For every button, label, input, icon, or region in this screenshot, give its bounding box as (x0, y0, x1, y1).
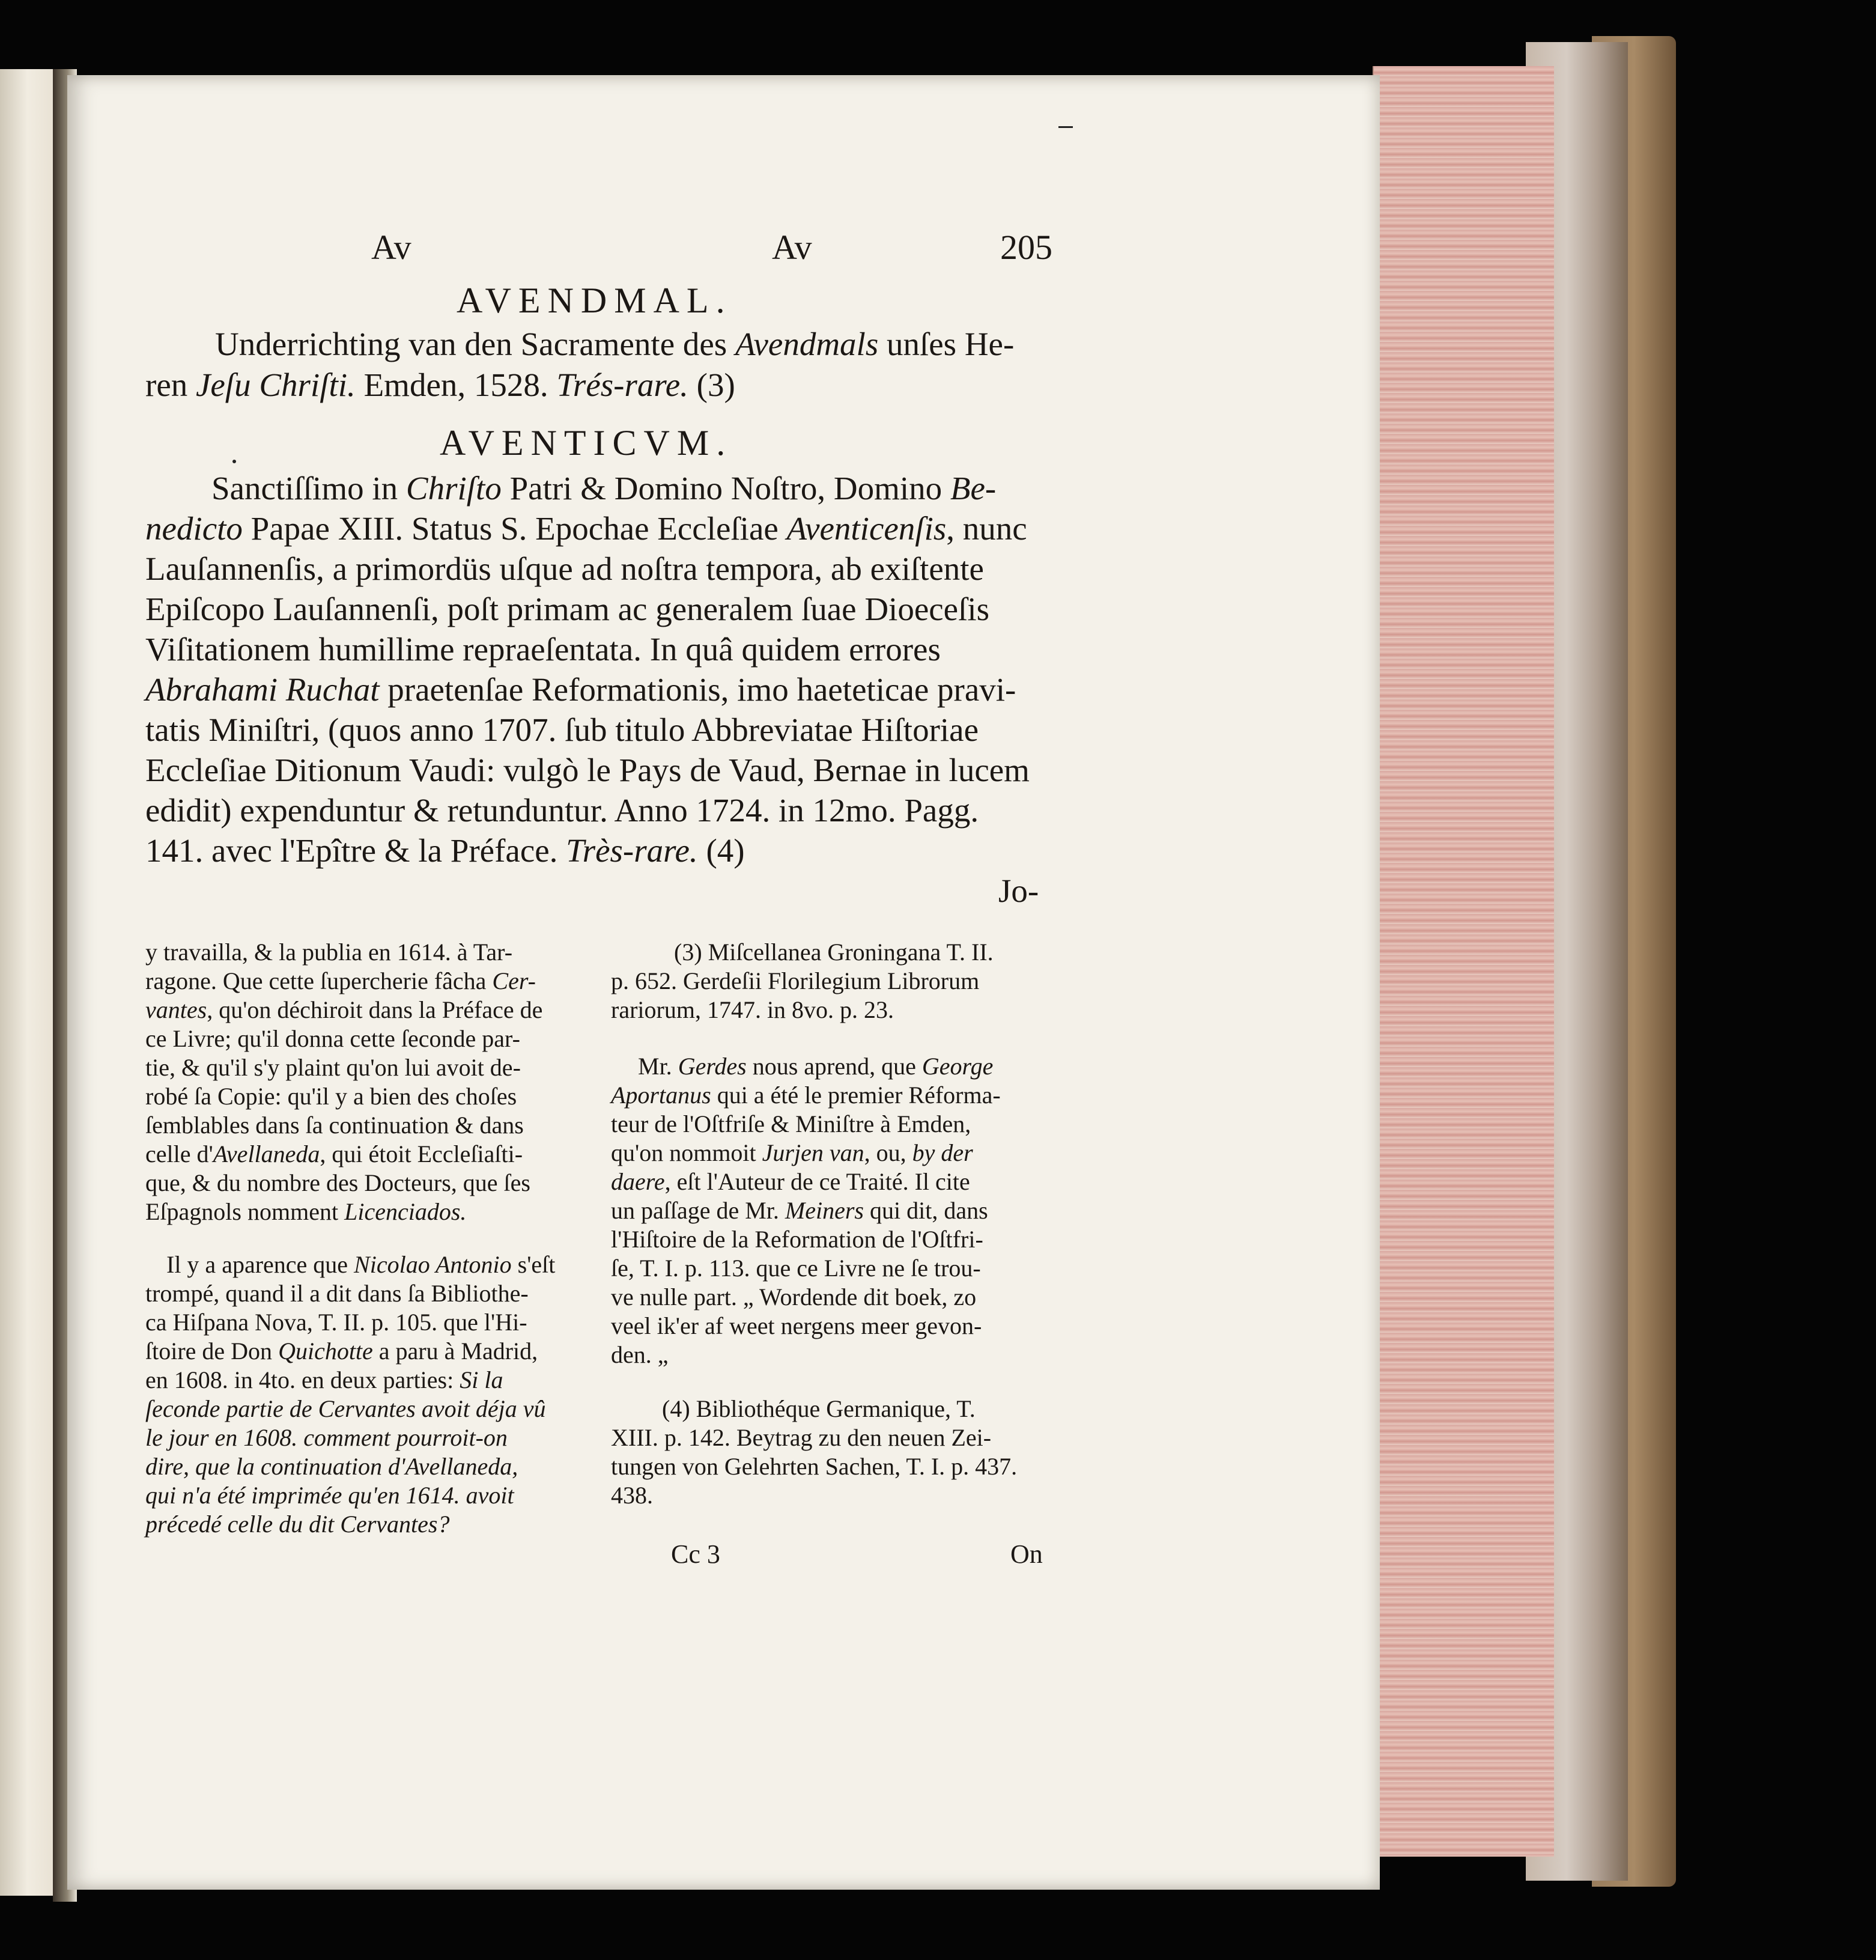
text-segment: qui a été le premier Réforma- (711, 1082, 1001, 1109)
italic-segment: by der (912, 1139, 973, 1166)
text-segment: Sanctiſſimo in (211, 470, 406, 507)
italic-segment: Si la (460, 1366, 503, 1393)
italic-segment: qui n'a été imprimée qu'en 1614. avoit (145, 1482, 514, 1509)
gerdes-line (611, 1141, 973, 1165)
text-segment: qui dit, dans (864, 1197, 988, 1224)
left-col-line (145, 969, 536, 993)
gerdes-line: teur de l'Oſtfriſe & Miniſtre à Emden, (611, 1110, 971, 1137)
italic-segment: Jurjen van (762, 1139, 864, 1166)
footnote-4-line: XIII. p. 142. Beytrag zu den neuen Zei- (611, 1424, 992, 1451)
italic-segment: ſeconde partie de Cervantes avoit déja vû (145, 1395, 546, 1422)
left-col-line: ca Hiſpana Nova, T. II. p. 105. que l'Hi- (145, 1309, 527, 1336)
italic-segment: le jour en 1608. comment pourroit-on (145, 1424, 508, 1451)
aventicum-line-9: edidit) expenduntur & retunduntur. Anno 1724. in 12mo. Pagg. (145, 792, 979, 829)
left-col-line: que, & du nombre des Docteurs, que ſes (145, 1169, 530, 1196)
running-head-left: Av (371, 228, 411, 267)
gerdes-line: veel ik'er af weet nergens meer gevon- (611, 1312, 982, 1339)
left-col-line: tie, & qu'il s'y plaint qu'on lui avoit de- (145, 1054, 521, 1081)
italic-segment: Aportanus (611, 1082, 711, 1109)
stray-mark (232, 460, 236, 463)
left-col-line: y travailla, & la publia en 1614. à Tar- (145, 939, 513, 966)
italic-segment: Be- (950, 470, 997, 507)
footnote-3-line: (3) Miſcellanea Groningana T. II. (674, 939, 994, 966)
left-col-line (145, 1397, 545, 1421)
italic-segment: Avellaneda (213, 1140, 320, 1167)
gerdes-line (638, 1055, 993, 1079)
running-head-center: Av (772, 228, 812, 267)
left-col-line (166, 1253, 555, 1277)
catchword-bottom: On (1010, 1539, 1043, 1569)
left-col-line: robé ſa Copie: qu'il y a bien des choſes (145, 1083, 517, 1110)
left-col-line (145, 1455, 518, 1479)
text-segment: ſtoire de Don (145, 1338, 279, 1365)
aventicum-line-3: Lauſannenſis, a primordüs uſque ad noſtra tempora, ab exiſtente (145, 550, 984, 587)
left-col-line: trompé, quand il a dit dans ſa Bibliothe- (145, 1280, 529, 1307)
italic-segment: daere (611, 1168, 665, 1195)
gerdes-line: ſe, T. I. p. 113. que ce Livre ne ſe trou- (611, 1255, 981, 1282)
page-number: 205 (1000, 228, 1052, 267)
italic-segment: Nicolao Antonio (354, 1251, 512, 1278)
aventicum-line-4: Epiſcopo Lauſannenſi, poſt primam ac generalem ſuae Dioeceſis (145, 591, 990, 627)
footnote-4-line: 438. (611, 1482, 653, 1509)
text-segment: Patri & Domino Noſtro, Domino (501, 470, 950, 507)
italic-segment: Gerdes (678, 1053, 747, 1080)
footnote-ref: (4) (697, 832, 745, 869)
left-col-line (145, 1426, 508, 1450)
gerdes-line: den. „ (611, 1341, 669, 1368)
signature-mark: Cc 3 (671, 1539, 720, 1569)
italic-segment: Chriſto (405, 470, 502, 507)
italic-segment: nedicto (145, 510, 243, 547)
gerdes-line (611, 1083, 1001, 1107)
italic-segment: Abrahami Ruchat (145, 671, 380, 708)
text-segment: un paſſage de Mr. (611, 1197, 785, 1224)
avendmal-line-1 (215, 327, 1014, 361)
left-col-line (145, 1512, 449, 1536)
aventicum-line-1 (211, 472, 996, 505)
aventicum-line-5: Viſitationem humillime repraeſentata. In quâ quidem errores (145, 631, 941, 668)
text-segment: , qui étoit Eccleſiaſti- (320, 1140, 523, 1167)
text-segment: , qu'on déchiroit dans la Préface de (207, 996, 543, 1023)
aventicum-line-8: Eccleſiae Ditionum Vaudi: vulgò le Pays de Vaud, Bernae in lucem (145, 752, 1030, 788)
page-fore-edge (1373, 66, 1554, 1857)
text-segment: , nunc (946, 510, 1027, 547)
text-segment: Papae XIII. Status S. Epochae Eccleſiae (242, 510, 787, 547)
italic-segment: Jeſu Chriſti. (195, 367, 356, 403)
italic-segment: Aventicenſis (786, 510, 947, 547)
left-col-line: ſemblables dans ſa continuation & dans (145, 1112, 524, 1139)
italic-segment: dire, que la continuation d'Avellaneda, (145, 1453, 518, 1480)
text-segment: s'eſt (511, 1251, 556, 1278)
avendmal-title: AVENDMAL. (457, 281, 732, 320)
text-segment: Emden, 1528. (355, 367, 557, 403)
text-segment: a paru à Madrid, (372, 1338, 538, 1365)
footnote-ref: (3) (688, 367, 735, 403)
gerdes-line (611, 1170, 970, 1194)
text-segment: Mr. (638, 1053, 678, 1080)
gerdes-line: ve nulle part. „ Wordende dit boek, zo (611, 1283, 977, 1310)
footnote-4-line: tungen von Gelehrten Sachen, T. I. p. 437. (611, 1453, 1018, 1480)
text-segment: praetenſae Reformationis, imo haeteticae pravi- (379, 671, 1016, 708)
italic-segment: Meiners (785, 1197, 864, 1224)
left-page-edge (0, 69, 57, 1896)
text-segment: , ou, (864, 1139, 912, 1166)
text-segment: unſes He- (878, 326, 1015, 362)
gerdes-line: l'Hiſtoire de la Reformation de l'Oſtfri- (611, 1226, 983, 1253)
aventicum-line-6 (145, 673, 1016, 706)
aventicum-line-7: tatis Miniſtri, (quos anno 1707. ſub titulo Abbreviatae Hiſtoriae (145, 711, 979, 748)
italic-segment: Quichotte (278, 1338, 373, 1365)
italic-segment: George (921, 1053, 994, 1080)
left-col-line (145, 1200, 466, 1224)
avendmal-line-2 (145, 368, 735, 401)
stray-mark (1058, 126, 1073, 128)
left-col-line (145, 998, 542, 1022)
italic-segment: précedé celle du dit Cervantes? (145, 1511, 450, 1538)
aventicum-title: AVENTICVM. (440, 423, 733, 463)
left-col-line: ce Livre; qu'il donna cette ſeconde par- (145, 1025, 520, 1052)
text-segment: celle d' (145, 1140, 213, 1167)
aventicum-line-2 (145, 512, 1027, 545)
text-segment: ren (145, 367, 196, 403)
text-segment: qu'on nommoit (611, 1139, 762, 1166)
italic-segment: Très-rare. (566, 832, 698, 869)
italic-segment: Cer- (492, 967, 536, 994)
book-page (67, 75, 1380, 1890)
text-segment: Il y a aparence que (166, 1251, 354, 1278)
text-segment: Underrichting van den Sacramente des (215, 326, 735, 362)
text-segment: , eſt l'Auteur de ce Traité. Il cite (664, 1168, 970, 1195)
italic-segment: Trés-rare. (556, 367, 688, 403)
text-segment: ragone. Que cette ſupercherie fâcha (145, 967, 493, 994)
aventicum-line-10 (145, 834, 745, 867)
text-segment: nous aprend, que (746, 1053, 922, 1080)
text-segment: 141. avec l'Epître & la Préface. (145, 832, 566, 869)
text-segment: en 1608. in 4to. en deux parties: (145, 1366, 460, 1393)
left-col-line (145, 1484, 514, 1508)
gerdes-line (611, 1199, 988, 1223)
footnote-3-line: p. 652. Gerdeſii Florilegium Librorum (611, 967, 980, 994)
italic-segment: Licenciados. (344, 1198, 467, 1225)
left-col-line (145, 1339, 538, 1363)
footnote-3-line: rariorum, 1747. in 8vo. p. 23. (611, 996, 894, 1023)
text-segment: Eſpagnols nomment (145, 1198, 345, 1225)
footnote-4-line: (4) Bibliothéque Germanique, T. (662, 1395, 976, 1422)
italic-segment: vantes (145, 996, 207, 1023)
catchword-top: Jo- (998, 872, 1039, 909)
italic-segment: Avendmals (735, 326, 879, 362)
left-col-line (145, 1142, 523, 1166)
left-col-line (145, 1368, 503, 1392)
